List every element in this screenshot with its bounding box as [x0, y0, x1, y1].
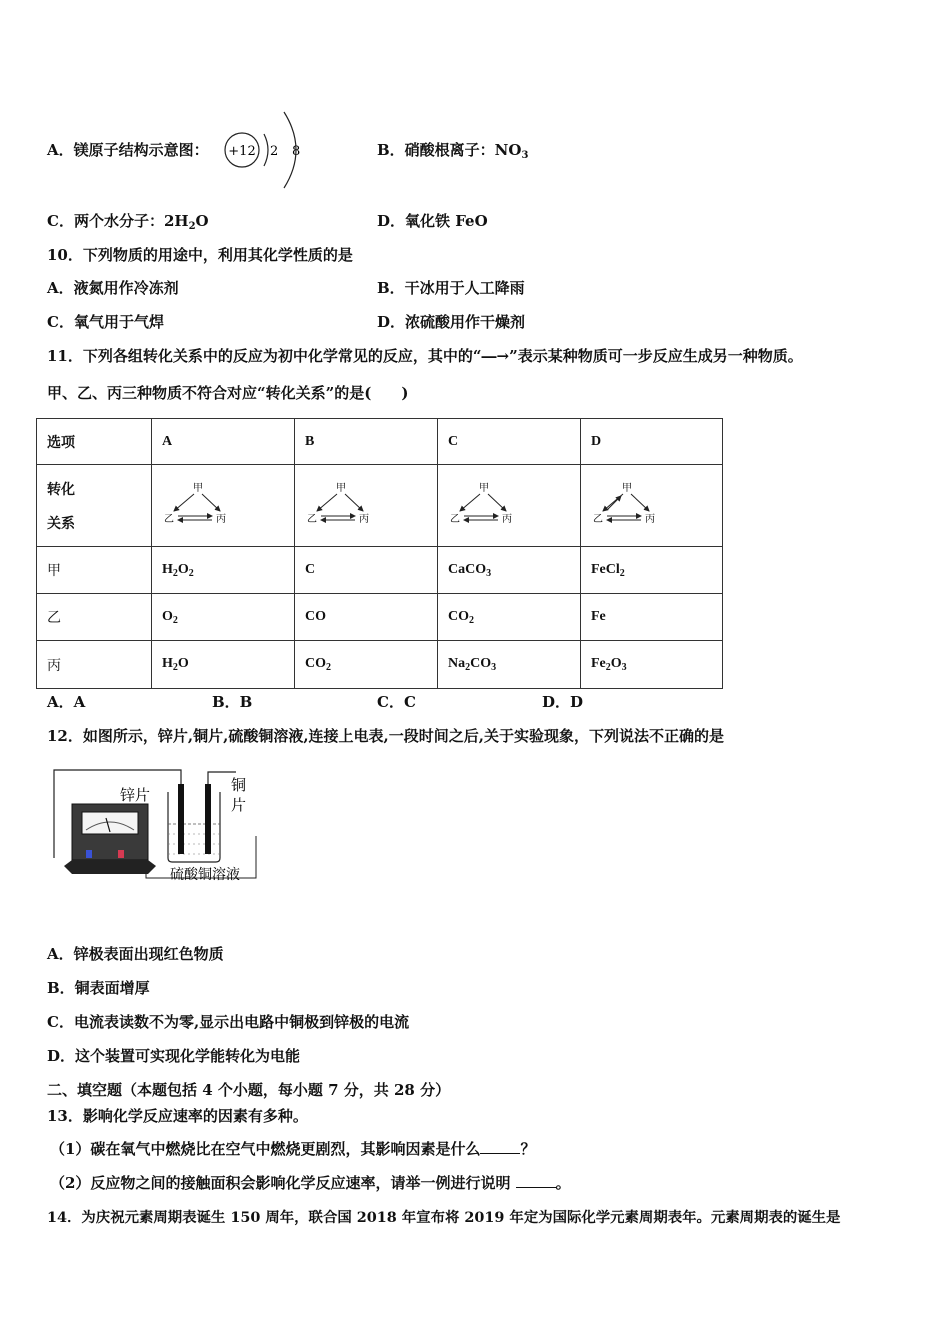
electron-shell-1: [264, 134, 268, 166]
q13-sub2-blank[interactable]: [516, 1173, 556, 1188]
label-copper-1: 铜: [231, 776, 247, 794]
arrow-jia-bing: [345, 494, 363, 511]
header-cell-a: A: [152, 419, 295, 465]
q12-stem: 12．如图所示，锌片,铜片,硫酸铜溶液,连接上电表,一段时间之后,关于实验现象，下列说法不正确的是: [47, 727, 724, 745]
relation-diagram-d: [591, 480, 661, 528]
yi-a: $O_2$: [152, 594, 295, 641]
q13-sub1-blank[interactable]: [480, 1139, 520, 1154]
bing-d: $Fe_2O_3$: [581, 641, 723, 689]
diagram-label-jia: 甲: [622, 482, 632, 494]
yi-d: Fe: [581, 594, 723, 641]
table-row-bing: [37, 641, 723, 689]
q11-answer-b: B．B: [212, 693, 253, 711]
q11-stem-line1: 11．下列各组转化关系中的反应为初中化学常见的反应，其中的“―→”表示某种物质可一步反应生成另一种物质。: [47, 347, 803, 365]
q10-stem: 10．下列物质的用途中，利用其化学性质的是: [47, 246, 353, 264]
ammeter-terminal-positive: [118, 850, 124, 858]
q11-answer-c: C．C: [377, 693, 416, 711]
nucleus-charge: +12: [228, 144, 256, 159]
bing-b: $CO_2$: [295, 641, 438, 689]
table-row-relation: [37, 465, 723, 547]
diagram-label-bing: 丙: [359, 513, 369, 525]
diagram-label-yi: 乙: [307, 513, 317, 525]
q9-option-a-text: A．镁原子结构示意图：: [47, 141, 209, 159]
row-label-yi: 乙: [37, 594, 152, 641]
q9-option-a: [47, 140, 209, 160]
table-row-jia: [37, 547, 723, 594]
header-cell-option: 选项: [37, 419, 152, 465]
ammeter-base: [64, 860, 156, 874]
diagram-label-jia: 甲: [193, 482, 203, 494]
q9-option-b: [377, 140, 528, 166]
q11-answer-d: D．D: [542, 693, 584, 711]
yi-c: $CO_2$: [438, 594, 581, 641]
diagram-label-yi: 乙: [450, 513, 460, 525]
relation-diagram-cell: [152, 465, 295, 547]
arrow-jia-yi: [174, 494, 194, 511]
q12-option-a: A．锌极表面出现红色物质: [47, 945, 224, 963]
q9-option-c-post: O: [195, 212, 209, 230]
relation-diagram-cell: [438, 465, 581, 547]
table-header-row: [37, 419, 723, 465]
diagram-label-bing: 丙: [645, 513, 655, 525]
beaker: [168, 792, 220, 862]
diagram-label-bing: 丙: [216, 513, 226, 525]
header-cell-b: B: [295, 419, 438, 465]
bing-c: $Na_2CO_3$: [438, 641, 581, 689]
diagram-label-yi: 乙: [164, 513, 174, 525]
q13-sub1-text: （1）碳在氧气中燃烧比在空气中燃烧更剧烈，其影响因素是什么: [50, 1140, 481, 1158]
zinc-electrode: [178, 784, 184, 854]
relation-diagram-a: [162, 480, 232, 528]
relation-diagram-cell: [581, 465, 723, 547]
shell-2-count: 8: [292, 144, 301, 159]
relation-diagram-b: [305, 480, 375, 528]
row-label-bing: 丙: [37, 641, 152, 689]
diagram-label-jia: 甲: [479, 482, 489, 494]
q13-sub2: [50, 1173, 571, 1193]
yi-b: CO: [295, 594, 438, 641]
q9-option-c: [47, 211, 209, 237]
relation-label-line2: 关系: [47, 516, 75, 532]
relation-diagram-cell: [295, 465, 438, 547]
q11-stem-line2: 甲、乙、丙三种物质不符合对应“转化关系”的是( ): [47, 384, 409, 402]
ammeter-terminal-negative: [86, 850, 92, 858]
q10-option-d: D．浓硫酸用作干燥剂: [377, 313, 526, 331]
table-row-yi: [37, 594, 723, 641]
diagram-label-jia: 甲: [336, 482, 346, 494]
arrow-jia-bing: [631, 494, 649, 511]
q13-sub2-end: 。: [555, 1174, 571, 1192]
section-2-title: 二、填空题（本题包括 4 个小题，每小题 7 分，共 28 分）: [47, 1081, 451, 1099]
q9-option-b-text: B．硝酸根离子：NO: [377, 141, 522, 159]
shell-1-count: 2: [270, 144, 279, 159]
q11-table: [36, 418, 723, 689]
jia-b: C: [295, 547, 438, 594]
arrow-jia-bing: [488, 494, 506, 511]
q13-sub1-end: ？: [520, 1140, 536, 1158]
jia-c: CaCO$_3$: [438, 547, 581, 594]
q9-option-c-text: C．两个水分子：2H: [47, 212, 189, 230]
diagram-label-yi: 乙: [593, 513, 603, 525]
relation-label: [37, 465, 152, 547]
jia-d: FeCl$_2$: [581, 547, 723, 594]
row-label-jia: 甲: [37, 547, 152, 594]
copper-electrode: [205, 784, 211, 854]
header-cell-c: C: [438, 419, 581, 465]
q10-option-c: C．氧气用于气焊: [47, 313, 164, 331]
relation-diagram-c: [448, 480, 518, 528]
q12-option-c: C．电流表读数不为零,显示出电路中铜极到锌极的电流: [47, 1013, 410, 1031]
arrow-jia-yi: [460, 494, 480, 511]
q9-option-d: [377, 211, 488, 231]
label-solution: 硫酸铜溶液: [170, 867, 240, 883]
q13-sub1: [50, 1139, 535, 1159]
q9-option-c-sub: 2: [188, 221, 196, 232]
q14-stem: 14．为庆祝元素周期表诞生 150 周年，联合国 2018 年宣布将 2019 年定为国际化学元素周期表年。元素周期表的诞生是: [47, 1209, 841, 1226]
header-cell-d: D: [581, 419, 723, 465]
label-copper-2: 片: [231, 796, 247, 814]
q9-option-b-sub: 3: [521, 150, 529, 161]
q10-option-b: B．干冰用于人工降雨: [377, 279, 525, 297]
diagram-label-bing: 丙: [502, 513, 512, 525]
q12-option-b: B．铜表面增厚: [47, 979, 150, 997]
q10-option-a: A．液氮用作冷冻剂: [47, 279, 179, 297]
q11-answer-a: A．A: [47, 693, 86, 711]
arrow-jia-yi: [317, 494, 337, 511]
q13-stem: 13．影响化学反应速率的因素有多种。: [47, 1107, 308, 1125]
relation-label-line1: 转化: [47, 482, 75, 498]
magnesium-atom-diagram: [222, 108, 312, 192]
label-zinc: 锌片: [120, 786, 151, 804]
q12-option-d: D．这个装置可实现化学能转化为电能: [47, 1047, 301, 1065]
bing-a: $H_2O$: [152, 641, 295, 689]
q9-option-d-text: D．氧化铁 FeO: [377, 212, 488, 230]
jia-a: $H_2O_2$: [152, 547, 295, 594]
q13-sub2-text: （2）反应物之间的接触面积会影响化学反应速率，请举一例进行说明: [50, 1174, 516, 1192]
arrow-jia-bing: [202, 494, 220, 511]
galvanic-cell-figure: [50, 766, 262, 884]
arrow-yi-jia: [607, 496, 621, 510]
